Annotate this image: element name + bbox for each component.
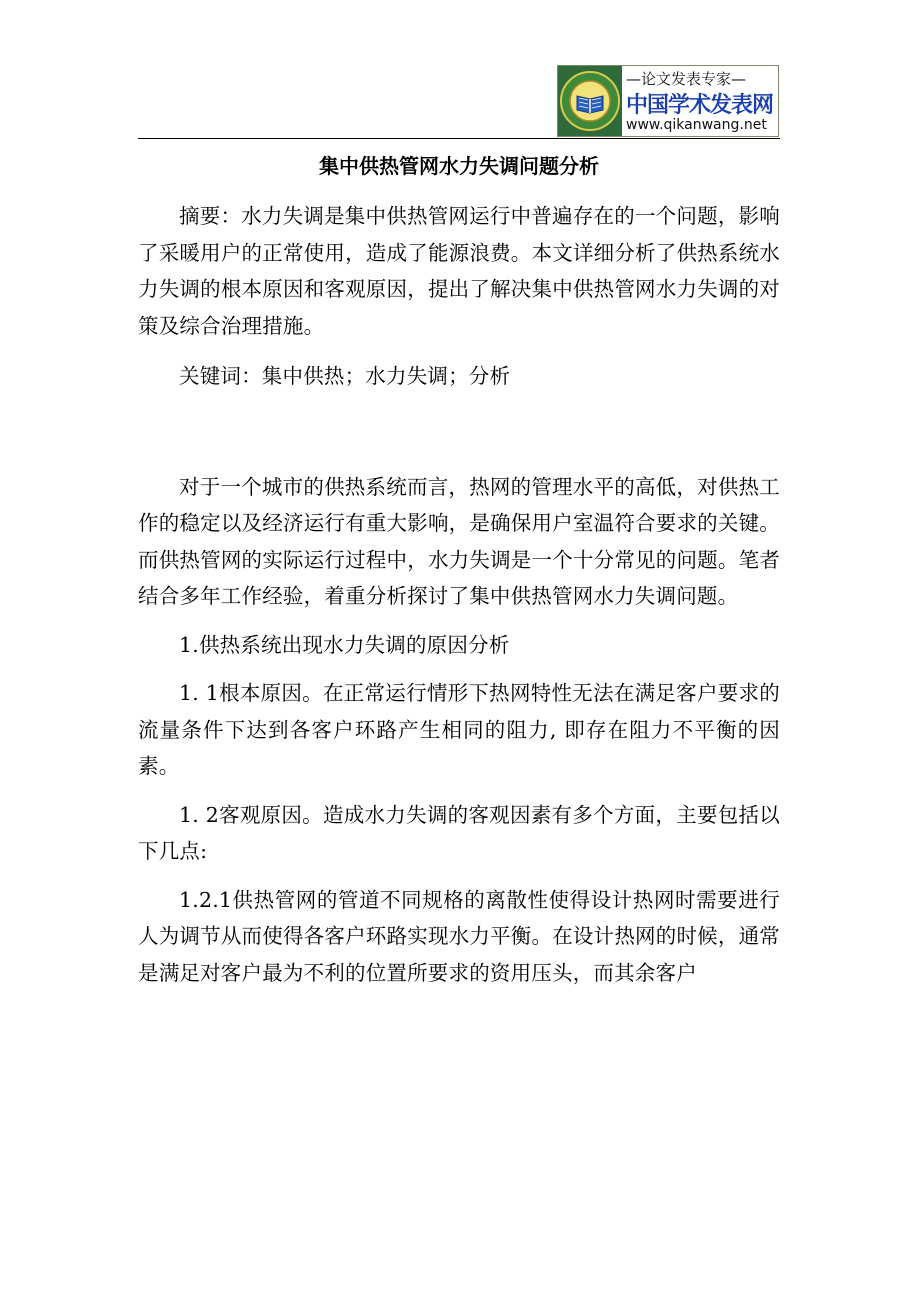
- book-seal-icon: [558, 66, 622, 136]
- logo-slogan: —论文发表专家—: [626, 70, 747, 88]
- logo-text-block: [622, 66, 778, 136]
- subsection-1-2: 1. 2客观原因。造成水力失调的客观因素有多个方面，主要包括以下几点:: [138, 802, 780, 863]
- article-title: 集中供热管网水力失调问题分析: [319, 154, 599, 178]
- article-body: [138, 198, 780, 991]
- subsection-1-2-1: 1.2.1供热管网的管道不同规格的离散性使得设计热网时需要进行人为调节从而使得各客户环路实现水力平衡。在设计热网的时候，通常是满足对客户最为不利的位置所要求的资用压头，而其余客户: [138, 887, 780, 985]
- publisher-logo: [557, 65, 779, 137]
- header-divider: [138, 138, 780, 139]
- abstract-paragraph: 摘要：水力失调是集中供热管网运行中普遍存在的一个问题，影响了采暖用户的正常使用，造成了能源浪费。本文详细分析了供热系统水力失调的根本原因和客观原因，提出了解决集中供热管网水力失调的对策及综合治理措施。: [138, 204, 780, 338]
- intro-paragraph: 对于一个城市的供热系统而言，热网的管理水平的高低，对供热工作的稳定以及经济运行有重大影响，是确保用户室温符合要求的关键。而供热管网的实际运行过程中，水力失调是一个十分常见的问题。笔者结合多年工作经验，着重分析探讨了集中供热管网水力失调问题。: [138, 474, 780, 608]
- logo-url: www.qikanwang.net: [626, 117, 767, 133]
- section-heading-1: 1.供热系统出现水力失调的原因分析: [179, 632, 510, 657]
- logo-name: 中国学术发表网: [626, 93, 774, 118]
- subsection-1-1: 1. 1根本原因。在正常运行情形下热网特性无法在满足客户要求的流量条件下达到各客户环路产生相同的阻力, 即存在阻力不平衡的因素。: [138, 681, 780, 778]
- keywords-line: 关键词：集中供热；水力失调；分析: [179, 364, 511, 388]
